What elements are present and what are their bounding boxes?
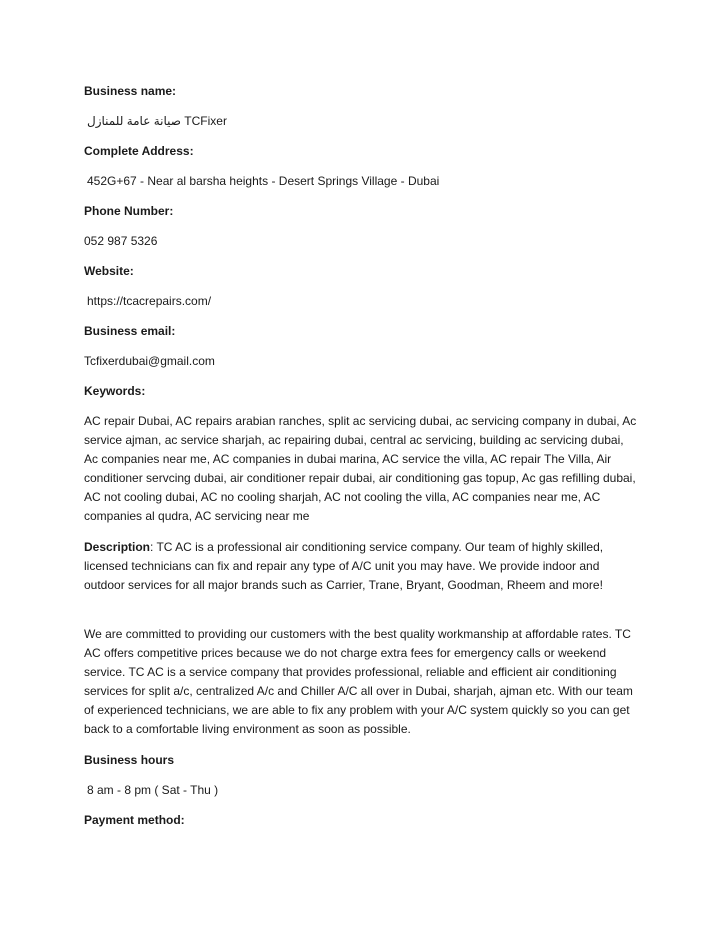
business-name-value	[84, 112, 640, 130]
description-paragraph	[84, 538, 640, 595]
website-label: Website:	[84, 264, 134, 278]
address-label: Complete Address:	[84, 144, 194, 158]
business-name-arabic: صيانة عامة للمنازل	[87, 114, 181, 128]
description-text: : TC AC is a professional air conditioning service company. Our team of highly skilled, licensed technicians can fix and repair any type of A/C unit you may have. We provide indoor and outdoor services for all major brands such as Carrier, Trane, Bryant, Goodman, Rheem and more!	[84, 540, 604, 592]
keywords-label: Keywords:	[84, 384, 146, 398]
hours-label: Business hours	[84, 753, 175, 767]
email-value: Tcfixerdubai@gmail.com	[84, 354, 215, 368]
phone-label: Phone Number:	[84, 204, 174, 218]
keywords-text: AC repair Dubai, AC repairs arabian ranches, split ac servicing dubai, ac servicing company in dubai, Ac service ajman, ac service sharjah, ac repairing dubai, central ac servicing, building ac servicing dubai, Ac companies near me, AC companies in dubai marina, AC service the villa, AC repair The Villa, Air conditioner servcing dubai, air conditioner repair dubai, air conditioning gas topup, Ac gas refilling dubai, AC not cooling dubai, AC no cooling sharjah, AC not cooling the villa, AC companies near me, AC companies al qudra, AC servicing near me	[84, 414, 637, 523]
business-name-latin: TCFixer	[184, 114, 227, 128]
description-label: Description	[84, 540, 151, 554]
payment-label: Payment method:	[84, 813, 185, 827]
phone-value: 052 987 5326	[84, 234, 158, 248]
address-value: 452G+67 - Near al barsha heights - Desert Springs Village - Dubai	[87, 174, 440, 188]
email-label: Business email:	[84, 324, 176, 338]
hours-value: 8 am - 8 pm ( Sat - Thu )	[87, 783, 219, 797]
website-value: https://tcacrepairs.com/	[87, 294, 212, 308]
business-name-label: Business name:	[84, 84, 177, 98]
description-paragraph-2: We are committed to providing our customers with the best quality workmanship at affordable rates. TC AC offers competitive prices because we do not charge extra fees for emergency calls or weekend service. TC AC is a service company that provides professional, reliable and efficient air conditioning services for split a/c, centralized A/c and Chiller A/C all over in Dubai, sharjah, ajman etc. With our team of experienced technicians, we are able to fix any problem with your A/C system quickly so you can get back to a comfortable living environment as soon as possible.	[84, 627, 633, 736]
document-page	[84, 82, 640, 829]
